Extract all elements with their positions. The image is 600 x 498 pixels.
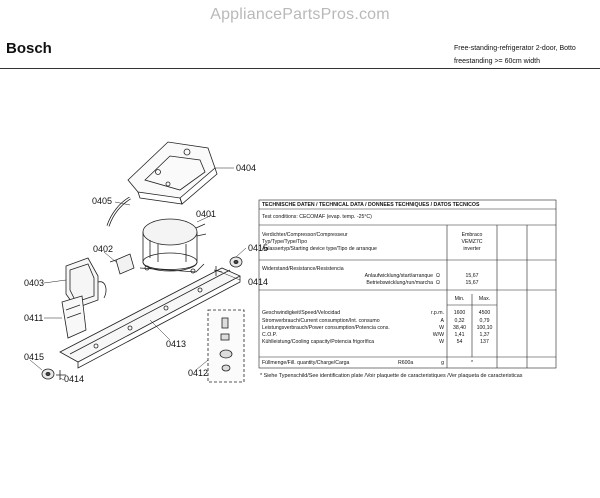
- start-device-label: Anlassertyp/Starting device type/Tipo de arranque: [262, 246, 377, 252]
- callout-0413: 0413: [166, 339, 187, 349]
- callout-0415-right: 0415: [248, 243, 269, 253]
- part-0401-compressor[interactable]: [140, 219, 206, 273]
- charge-refrigerant: R600a: [398, 360, 414, 366]
- cooling-min: 54: [456, 339, 463, 345]
- run-winding-value: 15,67: [465, 280, 479, 286]
- run-winding-unit: Ω: [436, 280, 440, 286]
- cop-label: C.O.P.: [262, 332, 277, 338]
- compressor-label: Verdichter/Compressor/Compresseur: [262, 232, 348, 238]
- power-min: 38,40: [453, 325, 466, 331]
- start-winding-value: 15,67: [465, 273, 479, 279]
- callout-0405: 0405: [92, 196, 113, 206]
- charge-label: Füllmenge/Fill. quantity/Charge/Carga: [262, 360, 350, 366]
- cooling-max: 137: [480, 339, 489, 345]
- type-label: Typ/Type/Type/Tipo: [262, 239, 308, 245]
- part-0412-small-parts[interactable]: [208, 310, 244, 382]
- callout-0401: 0401: [196, 209, 217, 219]
- cop-max: 1,37: [479, 332, 490, 338]
- type-value: VEMZ7C: [461, 239, 483, 245]
- cop-min: 1,41: [454, 332, 465, 338]
- charge-value: *: [470, 360, 474, 366]
- cooling-unit: W: [439, 339, 444, 345]
- callout-0411: 0411: [24, 313, 44, 323]
- description-line-2: freestanding >= 60cm width: [454, 58, 540, 65]
- speed-unit: r.p.m.: [431, 310, 444, 316]
- power-unit: W: [439, 325, 444, 331]
- callout-0412: 0412: [188, 368, 209, 378]
- current-label: Stromverbrauch/Current consumption/Int. consumo: [262, 318, 380, 324]
- start-winding-unit: Ω: [436, 273, 440, 279]
- tech-title: TECHNISCHE DATEN / TECHNICAL DATA / DONNEES TECHNIQUES / DATOS TECNICOS: [262, 202, 480, 208]
- current-max: 0,79: [479, 318, 490, 324]
- description-line-1: Free-standing-refrigerator 2-door, Botto: [454, 45, 576, 52]
- tech-footnote: * Siehe Typenschild/See identification plate /Voir plaquette de caracteristiques /Ver plaqueta de caracteristicas: [260, 373, 523, 379]
- tech-test-conditions: Test conditions: CECOMAF (evap. temp. -25°C): [262, 214, 372, 220]
- callout-0404: 0404: [236, 163, 257, 173]
- start-device-value: inverter: [463, 246, 481, 252]
- part-0411-bracket[interactable]: [62, 296, 86, 338]
- power-max: 100,10: [476, 325, 493, 331]
- callout-0403: 0403: [24, 278, 45, 288]
- charge-unit: g: [441, 360, 444, 366]
- callout-0402: 0402: [93, 244, 114, 254]
- part-0415-grommet-left[interactable]: [42, 369, 54, 379]
- watermark: AppliancePartsPros.com: [210, 6, 390, 23]
- current-min: 0,32: [454, 318, 465, 324]
- part-0415-grommet-right[interactable]: [230, 257, 242, 267]
- min-header: Min.: [454, 296, 465, 302]
- cop-unit: W/W: [432, 332, 444, 338]
- compressor-value: Embraco: [461, 232, 483, 238]
- speed-label: Geschwindigkeit/Speed/Velocidad: [262, 310, 341, 316]
- current-unit: A: [440, 318, 444, 324]
- start-winding-label: Anlaufwicklung/start/arranque: [364, 273, 433, 279]
- part-0402-starter[interactable]: [110, 254, 134, 274]
- run-winding-label: Betriebswicklung/run/marcha: [366, 280, 433, 286]
- max-header: Max.: [478, 296, 491, 302]
- speed-min: 1600: [453, 310, 466, 316]
- callout-0414-left: 0414: [64, 374, 85, 384]
- resistance-label: Widerstand/Resistance/Resistencia: [262, 266, 344, 272]
- cooling-label: Kühlleistung/Cooling capacity/Potencia frigorífica: [262, 339, 375, 345]
- speed-max: 4500: [478, 310, 491, 316]
- callout-0415-left: 0415: [24, 352, 45, 362]
- brand-name: Bosch: [6, 40, 52, 57]
- part-0404-cover[interactable]: [128, 142, 217, 204]
- callout-0414-right: 0414: [248, 277, 269, 287]
- power-label: Leistungsverbrauch/Power consumption/Potencia cons.: [262, 325, 390, 331]
